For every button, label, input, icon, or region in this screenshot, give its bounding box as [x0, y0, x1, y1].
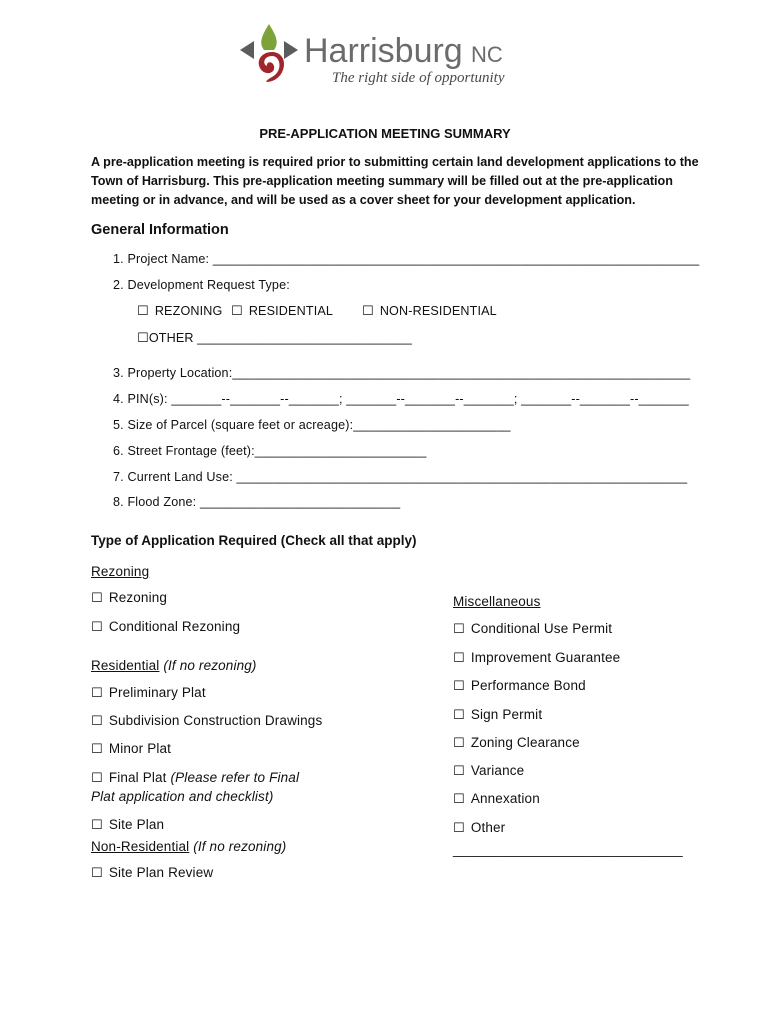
logo-right-arrow-icon	[284, 41, 298, 59]
other-request-field[interactable]	[137, 331, 412, 346]
misc-section-heading: Miscellaneous	[453, 594, 541, 609]
checkbox-icon: ☐	[453, 764, 465, 779]
checkbox-icon: ☐	[91, 866, 103, 881]
checkbox-icon: ☐	[453, 679, 465, 694]
page-title: PRE-APPLICATION MEETING SUMMARY	[259, 126, 511, 141]
non-residential-checkbox[interactable]	[362, 304, 497, 319]
preliminary-plat-label: Preliminary Plat	[108, 685, 206, 700]
rezoning-option[interactable]	[91, 590, 167, 606]
performance-bond-label: Performance Bond	[470, 678, 586, 693]
general-info-heading: General Information	[91, 222, 229, 238]
checkbox-icon: ☐	[137, 331, 149, 346]
project-name-field[interactable]: 1. Project Name: ____________________________________________________________________	[113, 252, 700, 266]
intro-line-3: meeting or in advance, and will be used as a cover sheet for your development application.	[91, 193, 636, 207]
intro-line-2: Town of Harrisburg. This pre-application meeting summary will be filled out at the pre-application	[91, 174, 673, 188]
logo-leaf-icon	[261, 24, 276, 50]
application-type-heading: Type of Application Required (Check all that apply)	[91, 533, 417, 548]
street-frontage-field[interactable]: 6. Street Frontage (feet):________________________	[113, 444, 427, 458]
checkbox-icon: ☐	[453, 708, 465, 723]
checkbox-icon: ☐	[453, 622, 465, 637]
annexation-option[interactable]	[453, 791, 540, 807]
conditional-rezoning-option[interactable]	[91, 619, 240, 635]
non-residential-checkbox-label: NON-RESIDENTIAL	[379, 304, 497, 318]
pin-field[interactable]: 4. PIN(s): _______--_______--_______; _______--_______--_______; _______--_______--_______	[113, 392, 689, 406]
other-option[interactable]	[453, 820, 505, 836]
property-location-field[interactable]: 3. Property Location:________________________________________________________________	[113, 366, 691, 380]
minor-plat-label: Minor Plat	[108, 741, 172, 756]
improvement-guarantee-label: Improvement Guarantee	[470, 650, 621, 665]
annexation-label: Annexation	[470, 791, 540, 806]
checkbox-icon: ☐	[91, 714, 103, 729]
checkbox-icon: ☐	[91, 686, 103, 701]
checkbox-icon: ☐	[362, 304, 374, 319]
non-residential-heading-note: (If no rezoning)	[189, 839, 287, 854]
residential-section-heading	[91, 658, 257, 673]
development-request-label: 2. Development Request Type:	[113, 278, 290, 292]
other-request-label: OTHER ______________________________	[148, 331, 412, 345]
checkbox-icon: ☐	[91, 620, 103, 635]
conditional-use-permit-label: Conditional Use Permit	[470, 621, 613, 636]
performance-bond-option[interactable]	[453, 678, 586, 694]
preliminary-plat-option[interactable]	[91, 685, 206, 701]
zoning-clearance-label: Zoning Clearance	[470, 735, 580, 750]
checkbox-icon: ☐	[91, 742, 103, 757]
conditional-rezoning-label: Conditional Rezoning	[108, 619, 241, 634]
non-residential-heading-text: Non-Residential	[91, 839, 190, 854]
flood-zone-field[interactable]: 8. Flood Zone: ____________________________	[113, 495, 401, 509]
intro-line-1: A pre-application meeting is required prior to submitting certain land development applications to the	[91, 155, 699, 169]
checkbox-icon: ☐	[453, 821, 465, 836]
non-residential-section-heading	[91, 839, 286, 854]
final-plat-note: (Please refer to Final	[170, 770, 300, 785]
residential-checkbox-label: RESIDENTIAL	[248, 304, 334, 318]
final-plat-note-line-2: Plat application and checklist)	[91, 789, 274, 804]
sign-permit-option[interactable]	[453, 707, 542, 723]
other-blank-field[interactable]: ______________________________	[453, 842, 683, 857]
other-option-label: Other	[470, 820, 506, 835]
rezoning-checkbox-label: REZONING	[154, 304, 223, 318]
site-plan-review-label: Site Plan Review	[108, 865, 214, 880]
final-plat-option[interactable]	[91, 770, 299, 786]
checkbox-icon: ☐	[453, 651, 465, 666]
checkbox-icon: ☐	[453, 736, 465, 751]
current-land-use-field[interactable]: 7. Current Land Use: _______________________________________________________________	[113, 470, 688, 484]
harrisburg-logo	[236, 20, 536, 90]
conditional-use-permit-option[interactable]	[453, 621, 612, 637]
residential-heading-note: (If no rezoning)	[159, 658, 257, 673]
site-plan-option[interactable]	[91, 817, 164, 833]
checkbox-icon: ☐	[91, 771, 103, 786]
subdivision-drawings-label: Subdivision Construction Drawings	[108, 713, 323, 728]
logo-left-arrow-icon	[240, 41, 254, 59]
rezoning-option-label: Rezoning	[108, 590, 168, 605]
parcel-size-field[interactable]: 5. Size of Parcel (square feet or acreage):______________________	[113, 418, 511, 432]
site-plan-review-option[interactable]	[91, 865, 213, 881]
checkbox-icon: ☐	[91, 591, 103, 606]
logo-name: Harrisburg	[304, 32, 463, 70]
subdivision-drawings-option[interactable]	[91, 713, 322, 729]
minor-plat-option[interactable]	[91, 741, 171, 757]
improvement-guarantee-option[interactable]	[453, 650, 620, 666]
rezoning-section-heading: Rezoning	[91, 564, 150, 579]
checkbox-icon: ☐	[91, 818, 103, 833]
logo-suffix: NC	[471, 42, 503, 67]
site-plan-label: Site Plan	[108, 817, 165, 832]
residential-heading-text: Residential	[91, 658, 160, 673]
variance-option[interactable]	[453, 763, 524, 779]
logo-tagline: The right side of opportunity	[332, 70, 505, 86]
zoning-clearance-option[interactable]	[453, 735, 580, 751]
logo-swirl-icon	[259, 52, 284, 82]
variance-label: Variance	[470, 763, 525, 778]
rezoning-checkbox[interactable]	[137, 304, 222, 319]
checkbox-icon: ☐	[137, 304, 149, 319]
checkbox-icon: ☐	[231, 304, 243, 319]
residential-checkbox[interactable]	[231, 304, 333, 319]
checkbox-icon: ☐	[453, 792, 465, 807]
sign-permit-label: Sign Permit	[470, 707, 543, 722]
final-plat-label: Final Plat	[108, 770, 171, 785]
